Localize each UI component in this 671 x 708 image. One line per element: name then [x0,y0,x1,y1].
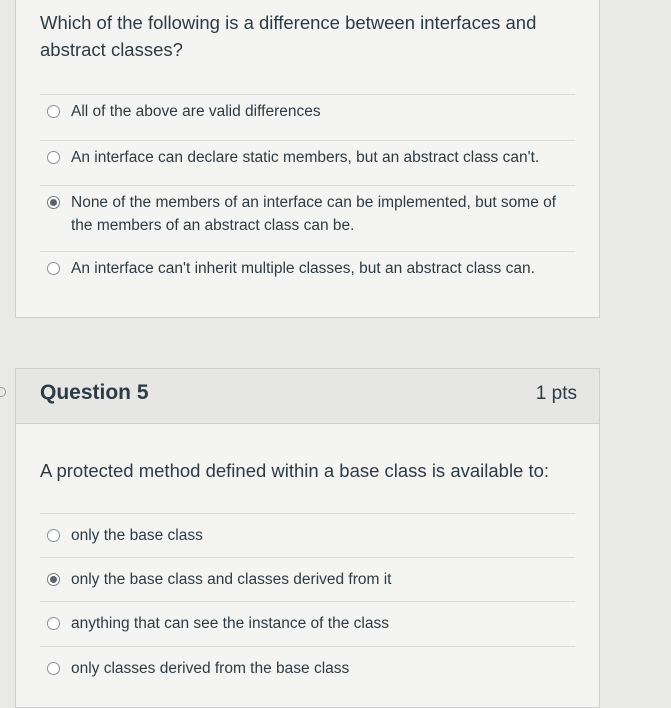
question-points: 1 pts [535,383,577,404]
answer-option[interactable] [40,513,575,557]
option-label: An interface can't inherit multiple classes, but an abstract class can. [71,260,535,277]
option-label: only classes derived from the base class [71,660,350,677]
radio-button-selected[interactable] [47,573,60,586]
radio-button[interactable] [47,105,60,118]
radio-button[interactable] [47,617,60,630]
option-label: only the base class and classes derived from it [71,571,392,588]
question-text: A protected method defined within a base class is available to: [40,460,550,481]
radio-button[interactable] [47,529,60,542]
question-5-card [15,368,600,708]
question-title: Question 5 [40,381,149,404]
answer-option[interactable] [40,251,575,297]
radio-button-selected[interactable] [47,196,60,209]
answer-option[interactable] [40,94,575,140]
answer-option[interactable] [40,601,575,646]
option-label: An interface can declare static members, but an abstract class can't. [71,149,540,166]
option-label: only the base class [71,527,203,544]
answer-option[interactable] [40,140,575,185]
question-text: Which of the following is a difference between interfaces and abstract classes? [40,12,537,60]
question-4-card [15,0,600,318]
radio-button[interactable] [47,151,60,164]
radio-button[interactable] [47,262,60,275]
option-label: All of the above are valid differences [71,103,321,120]
option-label: None of the members of an interface can be implemented, but some of the members of an abstract class can be. [71,194,557,234]
radio-button[interactable] [47,662,60,675]
option-label: anything that can see the instance of the class [71,615,389,632]
answer-option[interactable] [40,646,575,691]
question-flag-icon[interactable] [0,387,6,397]
answer-option[interactable] [40,557,575,601]
answer-option[interactable] [40,185,575,251]
question-header [16,369,599,424]
